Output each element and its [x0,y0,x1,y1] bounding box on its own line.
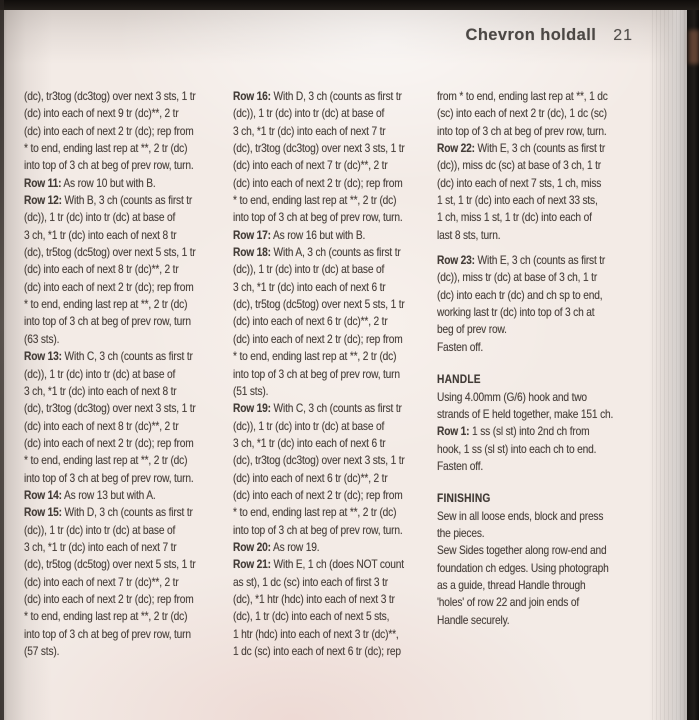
text-line: 3 ch, *1 tr (dc) into each of next 8 tr [24,384,177,398]
text-line: 1 dc (sc) into each of next 6 tr (dc); rep [233,645,401,658]
text-line: (dc) into each of next 2 tr (dc); rep from [24,280,194,294]
text-line: (dc) into each of next 6 tr (dc)**, 2 tr [233,471,388,485]
text-line: Row 23: With E, 3 ch (counts as first tr [437,254,606,268]
text-line: Row 15: With D, 3 ch (counts as first tr [24,506,193,520]
text-line: into top of 3 ch at beg of prev row, turn. [24,471,194,485]
text-line: as a guide, thread Handle through [437,578,586,592]
text-line: (dc) into each of next 9 tr (dc)**, 2 tr [24,107,179,121]
section-heading: HANDLE [437,373,481,387]
text-line: * to end, ending last rep at **, 2 tr (dc) [24,298,188,312]
text-line: (63 sts). [24,332,60,346]
text-line: 3 ch, *1 tr (dc) into each of next 7 tr [24,540,177,554]
text-line: (dc), tr3tog (dc3tog) over next 3 sts, 1 tr [233,454,405,468]
text-line: Row 11: As row 10 but with B. [24,176,156,190]
text-line: 'holes' of row 22 and join ends of [437,596,579,610]
text-column-1 [24,88,244,660]
text-line: * to end, ending last rep at **, 2 tr (dc) [233,194,397,208]
text-line: into top of 3 ch at beg of prev row, turn. [437,124,607,138]
text-column-3 [437,88,657,629]
text-line: (dc) into each of next 2 tr (dc); rep from [233,488,403,502]
row-label: Row 16: [233,90,271,103]
text-line: hook, 1 ss (sl st) into each ch to end. [437,442,597,456]
text-line: (dc)), miss tr (dc) at base of 3 ch, 1 tr [437,271,598,285]
text-line: (dc) into each of next 2 tr (dc); rep from [233,332,403,346]
row-label: Row 15: [24,506,62,520]
section-heading: FINISHING [437,492,491,506]
text-column-2 [233,88,453,660]
text-line: (dc) into each of next 8 tr (dc)**, 2 tr [24,263,179,277]
text-line: (dc) into each of next 7 tr (dc)**, 2 tr [233,159,388,173]
text-line: (dc)), 1 tr (dc) into tr (dc) at base of [233,419,385,433]
scan-border-right [687,0,699,720]
text-line: 3 ch, *1 tr (dc) into each of next 6 tr [233,280,386,294]
text-line: Row 1: 1 ss (sl st) into 2nd ch from [437,425,590,439]
text-line: * to end, ending last rep at **, 2 tr (dc) [24,454,188,468]
text-line: * to end, ending last rep at **, 2 tr (dc) [24,610,188,624]
text-line: into top of 3 ch at beg of prev row, turn. [233,211,403,225]
page-title: Chevron holdall [465,26,597,44]
text-line: (dc) into each of next 7 tr (dc)**, 2 tr [24,575,179,589]
text-line: 1 ch, miss 1 st, 1 tr (dc) into each of [437,211,592,225]
text-line: (dc)), miss dc (sc) at base of 3 ch, 1 tr [437,159,602,173]
text-line: foundation ch edges. Using photograph [437,561,609,575]
text-line: as st), 1 dc (sc) into each of first 3 tr [233,575,388,589]
text-line: Row 17: As row 16 but with B. [233,228,366,242]
text-line: * to end, ending last rep at **, 2 tr (dc) [24,142,188,156]
row-label: Row 14: [24,488,62,502]
text-line: (dc), tr5tog (dc5tog) over next 5 sts, 1 tr [24,558,196,572]
text-line: (dc) into each of next 7 sts, 1 ch, miss [437,176,602,190]
text-line: 1 st, 1 tr (dc) into each of next 33 sts, [437,194,598,208]
text-line: (dc), tr3tog (dc3tog) over next 3 sts, 1 tr [24,402,196,416]
text-line: (dc)), 1 tr (dc) into tr (dc) at base of [24,523,176,537]
text-line: (dc), tr5tog (dc5tog) over next 5 sts, 1 tr [24,246,196,260]
text-line: last 8 sts, turn. [437,228,501,242]
text-line: Row 20: As row 19. [233,540,320,554]
text-line: (dc), *1 htr (hdc) into each of next 3 tr [233,592,395,606]
text-line: (dc) into each of next 2 tr (dc); rep from [24,124,194,138]
text-line: Row 13: With C, 3 ch (counts as first tr [24,350,193,364]
text-line: 3 ch, *1 tr (dc) into each of next 8 tr [24,228,177,242]
text-line: 3 ch, *1 tr (dc) into each of next 6 tr [233,436,386,450]
page-header [466,26,633,45]
row-label: Row 20: [233,540,271,554]
row-label: Row 13: [24,350,62,364]
text-line: Row 22: With E, 3 ch (counts as first tr [437,142,606,156]
text-line: * to end, ending last rep at **, 2 tr (dc) [233,350,397,364]
book-spine-edge [0,0,4,720]
text-line: 1 htr (hdc) into each of next 3 tr (dc)**, [233,627,399,641]
text-line: the pieces. [437,526,485,540]
text-line: Row 19: With C, 3 ch (counts as first tr [233,402,402,416]
text-line: into top of 3 ch at beg of prev row, turn. [233,523,403,537]
scan-artifact [689,30,699,64]
text-line: Row 14: As row 13 but with A. [24,488,156,502]
text-line: (dc) into each of next 2 tr (dc); rep from [24,592,194,606]
text-line: (dc), 1 tr (dc) into each of next 5 sts, [233,610,390,624]
row-label: Row 19: [233,402,271,416]
scan-border-top [0,0,699,10]
row-label: Row 21: [233,558,271,572]
text-line: (dc), tr3tog (dc3tog) over next 3 sts, 1 tr [233,142,405,156]
text-line: Sew Sides together along row-end and [437,544,607,558]
text-line: Handle securely. [437,613,510,627]
text-line: (dc) into each of next 2 tr (dc); rep from [233,176,403,190]
row-label: Row 23: [437,254,475,268]
text-line: into top of 3 ch at beg of prev row, turn [24,627,191,641]
row-label: Row 1: [437,425,470,439]
text-line: Row 12: With B, 3 ch (counts as first tr [24,194,193,208]
row-label: Row 17: [233,228,271,242]
row-label: Row 18: [233,246,271,260]
text-line: Sew in all loose ends, block and press [437,509,604,523]
text-line: (dc)), 1 tr (dc) into tr (dc) at base of [233,107,385,121]
row-label: Row 11: [24,176,62,190]
text-line: Using 4.00mm (G/6) hook and two [437,390,587,404]
text-line: 3 ch, *1 tr (dc) into each of next 7 tr [233,124,386,138]
text-line: * to end, ending last rep at **, 2 tr (dc) [233,506,397,520]
text-line: (51 sts). [233,384,269,398]
text-line: (dc) into each of next 8 tr (dc)**, 2 tr [24,419,179,433]
text-line: (dc), tr5tog (dc5tog) over next 5 sts, 1 tr [233,298,405,312]
text-line: from * to end, ending last rep at **, 1 dc [437,90,608,103]
row-label: Row 12: [24,194,62,208]
page-number: 21 [613,27,633,44]
text-line: into top of 3 ch at beg of prev row, turn. [24,159,194,173]
text-line: Fasten off. [437,340,484,354]
text-line: into top of 3 ch at beg of prev row, turn [233,367,400,381]
text-line: strands of E held together, make 151 ch. [437,407,614,421]
text-line: (dc)), 1 tr (dc) into tr (dc) at base of [233,263,385,277]
text-line: Row 16: With D, 3 ch (counts as first tr [233,90,402,103]
text-line: (sc) into each of next 2 tr (dc), 1 dc (sc) [437,107,607,121]
text-line: Row 18: With A, 3 ch (counts as first tr [233,246,401,260]
text-line: working last tr (dc) into top of 3 ch at [437,306,595,320]
text-line: (57 sts). [24,645,60,658]
text-line: Fasten off. [437,459,484,473]
text-line: (dc) into each tr (dc) and ch sp to end, [437,288,603,302]
text-line: Row 21: With E, 1 ch (does NOT count [233,558,404,572]
text-line: into top of 3 ch at beg of prev row, turn [24,315,191,329]
text-line: (dc)), 1 tr (dc) into tr (dc) at base of [24,367,176,381]
text-line: (dc), tr3tog (dc3tog) over next 3 sts, 1 tr [24,90,196,103]
text-line: (dc) into each of next 6 tr (dc)**, 2 tr [233,315,388,329]
text-line: (dc)), 1 tr (dc) into tr (dc) at base of [24,211,176,225]
text-line: beg of prev row. [437,323,507,337]
row-label: Row 22: [437,142,475,156]
text-line: (dc) into each of next 2 tr (dc); rep from [24,436,194,450]
